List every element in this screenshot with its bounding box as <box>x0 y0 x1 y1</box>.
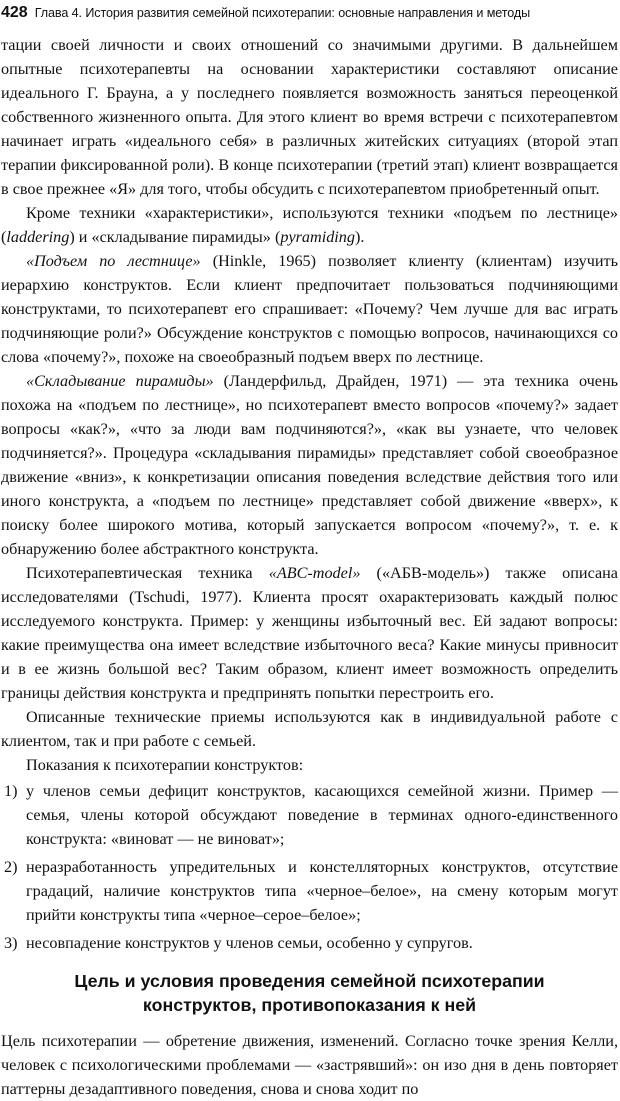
section-heading-line-2: конструктов, противопоказания к ней <box>142 995 477 1015</box>
italic-term: «Складывание пирамиды» <box>26 372 214 390</box>
running-head: Глава 4. История развития семейной психотерапии: основные направления и методы <box>34 6 531 20</box>
page-number: 428 <box>1 4 28 21</box>
italic-term: «Подъем по лестнице» <box>26 252 201 270</box>
list-item-number: 1) <box>4 782 18 800</box>
italic-term: pyramiding <box>280 228 355 246</box>
list-item <box>1 779 618 851</box>
list-item-text: у членов семьи дефицит конструктов, касающихся семейной жизни. Пример — семья, члены которой обсуждают поведение в терминах одного-единственного конструкта: «виноват — не виноват»; <box>26 782 618 848</box>
paragraph-7: Показания к психотерапии конструктов: <box>26 756 304 774</box>
list-item-text: неразработанность упредительных и констелляторных конструктов, отсутствие градаций, наличие конструктов типа «черное–белое», на смену которым могут прийти конструкты типа «черное–серое–белое»; <box>26 858 618 924</box>
paragraph-4: «Складывание пирамиды» (Ландерфильд, Драйден, 1971) — эта техника очень похожа на «подъем по лестнице», но психотерапевт вместо вопросов «почему?» задает вопросы «как?», «что за люди вам подчиняются?», «как вы узнаете, что человек подчиняется?». Процедура «складывания пирамиды» представляет собой своеобразное движение «вниз», к конкретизации описания поведения вследствие действия того или иного конструкта, а «подъем по лестнице» представляет собой движение «вверх», к поиску более широкого мотива, который запускается вопросом «почему?», т. е. к обнаружению более абстрактного конструкта. <box>1 372 618 558</box>
paragraph-1: тации своей личности и своих отношений со значимыми другими. В дальнейшем опытные психотерапевты на основании характеристики составляют описание идеального Г. Брауна, а у последнего появляется возможность заняться переоценкой собственного жизненного опыта. Для этого клиент во время встречи с психотерапевтом начинает играть «идеального себя» в различных житейских ситуациях (второй этап терапии фиксированной роли). В конце психотерапии (третий этап) клиент возвращается в свое прежнее «Я» для того, чтобы обсудить с психотерапевтом приобретенный опыт. <box>1 36 618 198</box>
final-paragraph: Цель психотерапии — обретение движения, изменений. Согласно точке зрения Келли, человек с психологическими проблемами — «застрявший»: он изо дня в день повторяет паттерны дезадаптивного поведения, снова и снова ходит по <box>1 1032 618 1098</box>
paragraph-3: «Подъем по лестнице» (Hinkle, 1965) позволяет клиенту (клиентам) изучить иерархию конструктов. Если клиент предпочитает пользоваться подчиняющими конструктами, то психотерапевт его спрашивает: «Почему? Чем лучше для вас играть подчиняющие роли?» Обсуждение конструктов с помощью вопросов, начинающихся со слова «почему?», похоже на своеобразный подъем вверх по лестнице. <box>1 252 618 366</box>
list-item-number: 3) <box>4 934 18 952</box>
indications-list <box>1 779 618 955</box>
paragraph-6: Описанные технические приемы используются как в индивидуальной работе с клиентом, так и при работе с семьей. <box>1 708 618 750</box>
list-item <box>1 855 618 927</box>
paragraph-2: Кроме техники «характеристики», используются техники «подъем по лестнице» (laddering) и «складывание пирамиды» (pyramiding). <box>1 204 618 246</box>
section-heading <box>1 969 618 1017</box>
list-item <box>1 931 618 955</box>
italic-term: laddering <box>6 228 70 246</box>
page-header <box>1 0 618 26</box>
section-heading-line-1: Цель и условия проведения семейной психотерапии <box>74 971 545 991</box>
list-item-number: 2) <box>4 858 18 876</box>
italic-term: «ABC-model» <box>268 564 361 582</box>
paragraph-5: Психотерапевтическая техника «ABC-model» («АБВ-модель») также описана исследователями (Tschudi, 1977). Клиента просят охарактеризовать каждый полюс исследуемого конструкта. Пример: у женщины избыточный вес. Ей задают вопросы: какие преимущества она имеет вследствие избыточного веса? Какие минусы привносит и в ее жизнь большой вес? Таким образом, клиент имеет возможность определить границы действия конструкта и предпринять попытки перестроить его. <box>1 564 618 702</box>
list-item-text: несовпадение конструктов у членов семьи, особенно у супругов. <box>26 934 473 952</box>
page-body <box>1 33 618 1101</box>
